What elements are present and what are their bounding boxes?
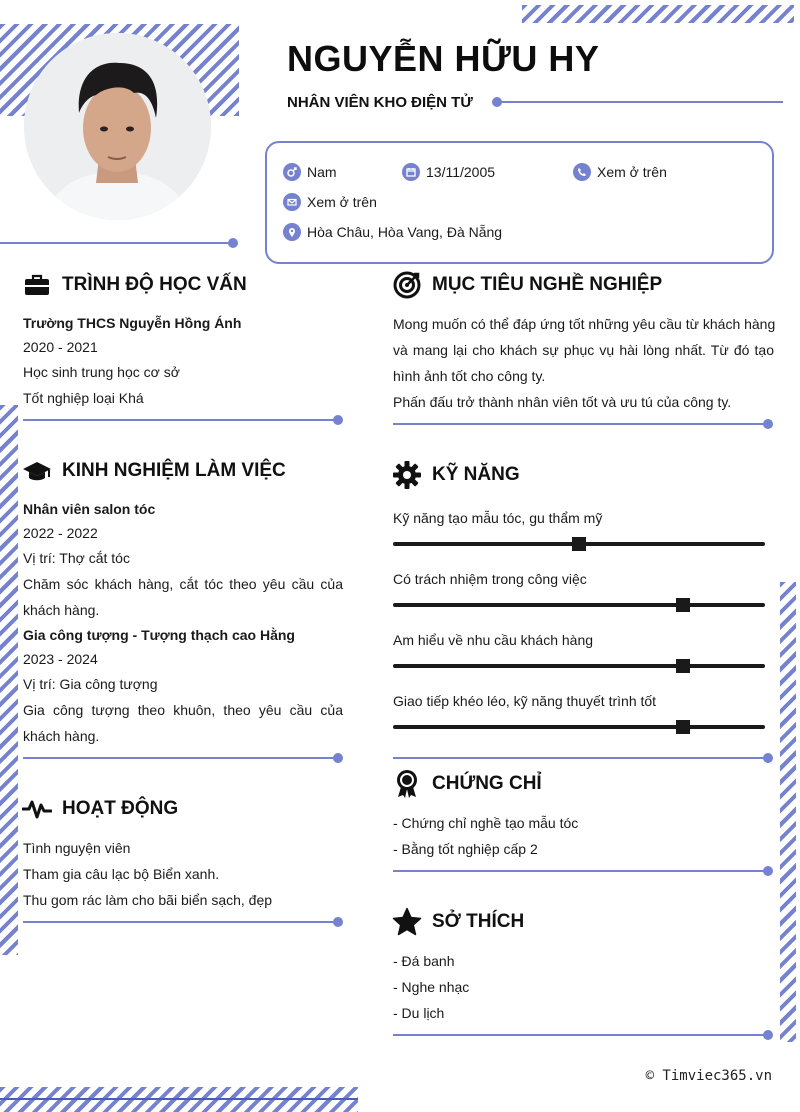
skill-3-level-marker	[676, 659, 690, 673]
job-2-description: Gia công tượng theo khuôn, theo yêu cầu của	[23, 702, 343, 718]
contact-gender	[283, 163, 337, 181]
objective-divider	[393, 423, 765, 425]
certificates-divider-dot	[763, 866, 773, 876]
experience-title: KINH NGHIỆM LÀM VIỆC	[22, 456, 286, 486]
contact-birthday	[402, 163, 495, 181]
activities-title: HOẠT ĐỘNG	[22, 794, 178, 824]
graduation-cap-icon	[22, 456, 52, 486]
skills-divider-dot	[763, 753, 773, 763]
contact-birthday-value: 13/11/2005	[426, 164, 496, 180]
education-detail: Học sinh trung học cơ sở	[23, 364, 180, 380]
gear-icon	[392, 460, 422, 490]
skill-2-level-marker	[676, 598, 690, 612]
gender-icon	[283, 163, 301, 181]
candidate-name: NGUYỄN HỮU HY	[287, 38, 600, 79]
job-2-position: Vị trí: Gia công tượng	[23, 676, 158, 692]
skill-2-label: Có trách nhiệm trong công việc	[393, 571, 587, 587]
objective-line-4: Phấn đấu trở thành nhân viên tốt và ưu tú của công ty.	[393, 394, 732, 410]
job-1-position: Vị trí: Thợ cắt tóc	[23, 550, 130, 566]
target-icon	[392, 270, 422, 300]
job-1-period: 2022 - 2022	[23, 525, 98, 541]
location-icon	[283, 223, 301, 241]
education-result: Tốt nghiệp loại Khá	[23, 390, 144, 406]
pulse-icon	[22, 794, 52, 824]
contact-address	[283, 223, 502, 241]
job-2-company: Gia công tượng - Tượng thạch cao Hằng	[23, 627, 295, 643]
skills-divider	[393, 757, 765, 759]
activities-line-1: Tình nguyện viên	[23, 840, 131, 856]
phone-icon	[573, 163, 591, 181]
hobbies-title: SỞ THÍCH	[392, 907, 524, 937]
skill-3-bar	[393, 664, 765, 668]
hobbies-divider	[393, 1034, 765, 1036]
stripe-decoration-left	[0, 405, 18, 955]
stripe-decoration-top-right	[522, 5, 794, 23]
activities-divider-dot	[333, 917, 343, 927]
skill-3-label: Am hiểu về nhu cầu khách hàng	[393, 632, 594, 648]
email-icon	[283, 193, 301, 211]
objective-line-1: Mong muốn có thể đáp ứng tốt những yêu cầu từ khách hàng	[393, 316, 776, 332]
skill-4-level-marker	[676, 720, 690, 734]
contact-address-value: Hòa Châu, Hòa Vang, Đà Nẵng	[307, 224, 503, 240]
briefcase-icon	[22, 270, 52, 300]
contact-phone-value: Xem ở trên	[597, 164, 667, 180]
skill-1-level-marker	[572, 537, 586, 551]
certificate-2: - Bằng tốt nghiệp cấp 2	[393, 841, 538, 857]
education-period: 2020 - 2021	[23, 339, 98, 355]
contact-gender-value: Nam	[307, 164, 337, 180]
education-title: TRÌNH ĐỘ HỌC VẤN	[22, 270, 247, 300]
job-1-description: Chăm sóc khách hàng, cắt tóc theo yêu cầu của	[23, 576, 343, 592]
calendar-icon	[402, 163, 420, 181]
skill-4-label: Giao tiếp khéo léo, kỹ năng thuyết trình tốt	[393, 693, 657, 709]
avatar-divider-dot	[228, 238, 238, 248]
activities-line-3: Thu gom rác làm cho bãi biển sạch, đẹp	[23, 892, 273, 908]
hobbies-divider-dot	[763, 1030, 773, 1040]
contact-phone	[573, 163, 667, 181]
objective-divider-dot	[763, 419, 773, 429]
certificates-title: CHỨNG CHỈ	[392, 769, 542, 799]
education-divider-dot	[333, 415, 343, 425]
job-1-description-end: khách hàng.	[23, 602, 100, 618]
contact-email-value: Xem ở trên	[307, 194, 377, 210]
star-icon	[392, 907, 422, 937]
avatar-divider	[0, 242, 230, 244]
hobby-3: - Du lịch	[393, 1005, 445, 1021]
skill-1-label: Kỹ năng tạo mẫu tóc, gu thẩm mỹ	[393, 510, 603, 526]
education-divider	[23, 419, 338, 421]
activities-line-2: Tham gia câu lạc bộ Biển xanh.	[23, 866, 220, 882]
objective-title: MỤC TIÊU NGHỀ NGHIỆP	[392, 270, 662, 300]
job-1-company: Nhân viên salon tóc	[23, 501, 156, 517]
objective-line-3: hình ảnh tốt cho công ty.	[393, 368, 546, 384]
job-2-description-end: khách hàng.	[23, 728, 100, 744]
job-2-period: 2023 - 2024	[23, 651, 98, 667]
contact-email	[283, 193, 377, 211]
experience-divider	[23, 757, 338, 759]
award-icon	[392, 769, 422, 799]
education-school: Trường THCS Nguyễn Hồng Ánh	[23, 315, 242, 331]
activities-divider	[23, 921, 338, 923]
hobby-1: - Đá banh	[393, 953, 455, 969]
footer-copyright: © Timviec365.vn	[645, 1068, 772, 1084]
candidate-role: NHÂN VIÊN KHO ĐIỆN TỬ	[287, 94, 473, 111]
experience-divider-dot	[333, 753, 343, 763]
skills-title: KỸ NĂNG	[392, 460, 520, 490]
objective-line-2: và mang lại cho khách sự phục vụ hài lòng nhất. Từ đó tạo	[393, 342, 774, 358]
hobby-2: - Nghe nhạc	[393, 979, 470, 995]
skill-4-bar	[393, 725, 765, 729]
bottom-divider	[0, 1098, 358, 1100]
avatar	[24, 33, 211, 220]
certificates-divider	[393, 870, 765, 872]
certificate-1: - Chứng chỉ nghề tạo mẫu tóc	[393, 815, 579, 831]
role-divider	[500, 101, 783, 103]
stripe-decoration-right	[780, 582, 796, 1042]
skill-2-bar	[393, 603, 765, 607]
